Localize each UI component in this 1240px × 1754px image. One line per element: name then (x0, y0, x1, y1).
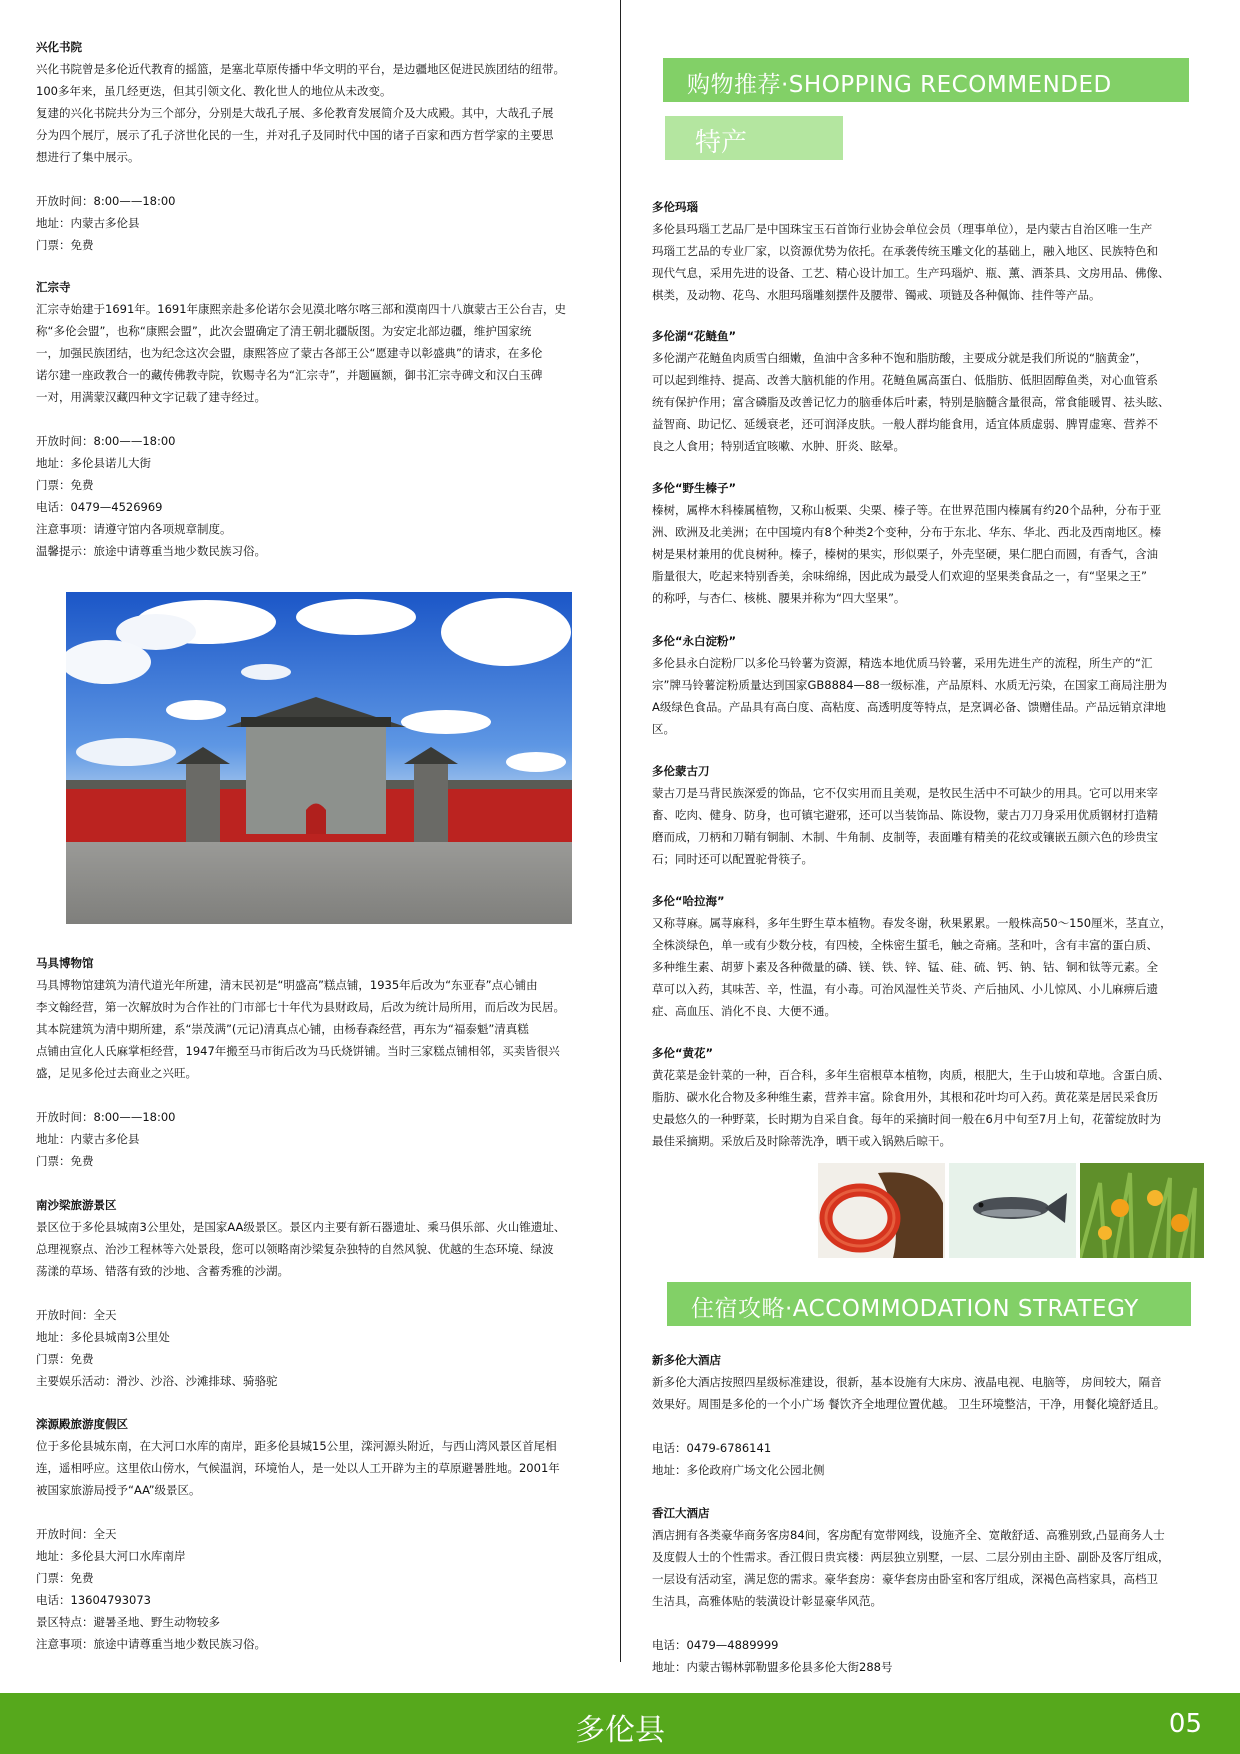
accommodation-banner-text: 住宿攻略·ACCOMMODATION STRATEGY (691, 1296, 1139, 1322)
info-line: 温馨提示：旅途中请尊重当地少数民族习俗。 (36, 544, 266, 558)
info-line: 景区特点：避暑圣地、野生动物较多 (36, 1615, 220, 1629)
shopping-banner (663, 58, 1189, 102)
text-line: 新多伦大酒店按照四星级标准建设，很新，基本设施有大床房、液晶电视、电脑等， 房间较大，隔音 (652, 1375, 1162, 1389)
product-hazelnut (652, 477, 1212, 609)
text-line: 多伦湖产花鲢鱼肉质雪白细嫩，鱼油中含多种不饱和脂肪酸，主要成分就是我们所说的“脑黄金”， (652, 351, 1147, 365)
text-line: 良之人食用；特别适宜咳嗽、水肿、肝炎、眩晕。 (652, 439, 905, 453)
text-line: 益智商、助记忆、延缓衰老，还可润泽皮肤。一般人群均能食用，适宜体质虚弱、脾胃虚寒、营养不 (652, 417, 1158, 431)
text-line: 马具博物馆建筑为清代道光年所建，清末民初是“明盛高”糕点铺，1935年后改为“东亚春”点心铺由 (36, 978, 538, 992)
text-line: 其本院建筑为清中期所建，系“崇茂满”(元记)清真点心铺，由杨春森经营，再东为“福泰魁”清真糕 (36, 1022, 529, 1036)
section-title: 新多伦大酒店 (652, 1353, 721, 1367)
agate-bracelet-photo (818, 1163, 945, 1258)
info-line: 地址：多伦政府广场文化公园北侧 (652, 1463, 825, 1477)
section-title: 汇宗寺 (36, 280, 71, 294)
text-line: 及度假人士的个性需求。香江假日贵宾楼：两层独立别墅，一层、二层分别由主卧、副卧及客厅组成， (652, 1550, 1170, 1564)
accommodation-banner (667, 1282, 1191, 1326)
text-line: 现代气息，采用先进的设备、工艺、精心设计加工。生产玛瑙炉、瓶、薰、酒茶具、文房用品、佛像、 (652, 266, 1170, 280)
info-line: 地址：多伦县城南3公里处 (36, 1330, 170, 1344)
text-line: 兴化书院曾是多伦近代教育的摇篮，是塞北草原传播中华文明的平台，是边疆地区促进民族团结的纽带。 (36, 62, 565, 76)
product-fish (652, 325, 1212, 457)
text-line: 脂量很大，吃起来特别香美，余味绵绵，因此成为最受人们欢迎的坚果类食品之一，有“坚果之王” (652, 569, 1147, 583)
info-line: 门票：免费 (36, 1571, 94, 1585)
text-line: 最佳采摘期。采放后及时除蒂洗净，晒干或入锅熟后晾干。 (652, 1134, 951, 1148)
info-line: 开放时间：8:00——18:00 (36, 1110, 176, 1124)
product-daylily (652, 1042, 1212, 1152)
text-line: 分为四个展厅，展示了孔子济世化民的一生，并对孔子及同时代中国的诸子百家和西方哲学家的主要思 (36, 128, 554, 142)
text-line: 位于多伦县城东南，在大河口水库的南岸，距多伦县城15公里，滦河源头附近，与西山湾风景区首尾相 (36, 1439, 557, 1453)
info-line: 电话：0479-6786141 (652, 1441, 772, 1455)
product-agate (652, 196, 1212, 306)
text-line: 的称呼，与杏仁、核桃、腰果并称为“四大坚果”。 (652, 591, 906, 605)
text-line: 统有保护作用；富含磷脂及改善记忆力的脑垂体后叶素，特别是脑髓含量很高，常食能暖胃、祛头眩、 (652, 395, 1170, 409)
info-line: 门票：免费 (36, 1352, 94, 1366)
text-line: 多种维生素、胡萝卜素及各种微量的磷、镁、铁、锌、锰、硅、硫、钙、钠、钴、铜和钛等元素。全 (652, 960, 1158, 974)
text-line: 复建的兴化书院共分为三个部分，分别是大哉孔子展、多伦教育发展简介及大成殿。其中，大哉孔子展 (36, 106, 554, 120)
text-line: A级绿色食品。产品具有高白度、高粘度、高透明度等特点，是烹调必备、馈赠佳品。产品远销京津地 (652, 700, 1166, 714)
text-line: 脂肪、碳水化合物及多种维生素，营养丰富。除食用外，其根和花叶均可入药。黄花菜是居民采食历 (652, 1090, 1158, 1104)
section-huizong (36, 276, 608, 562)
text-line: 被国家旅游局授予“AA”级景区。 (36, 1483, 201, 1497)
text-line: 汇宗寺始建于1691年。1691年康熙亲赴多伦诺尔会见漠北喀尔喀三部和漠南四十八旗蒙古王公台吉，史 (36, 302, 567, 316)
hotel-xiangjiang (652, 1502, 1212, 1678)
info-line: 地址：内蒙古多伦县 (36, 216, 140, 230)
text-line: 多伦县玛瑙工艺品厂是中国珠宝玉石首饰行业协会单位会员（理事单位），是内蒙古自治区唯一生产 (652, 222, 1153, 236)
text-line: 想进行了集中展示。 (36, 150, 140, 164)
text-line: 树是果材兼用的优良树种。榛子，榛树的果实，形似栗子，外壳坚硬，果仁肥白而圆，有香气，含油 (652, 547, 1158, 561)
section-title: 马具博物馆 (36, 956, 94, 970)
text-line: 区。 (652, 722, 675, 736)
info-line: 开放时间：8:00——18:00 (36, 434, 176, 448)
section-title: 兴化书院 (36, 40, 82, 54)
section-xinghua (36, 36, 608, 256)
section-title: 多伦“哈拉海” (652, 894, 725, 908)
text-line: 景区位于多伦县城南3公里处，是国家AA级景区。景区内主要有新石器遗址、乘马俱乐部、火山锥遗址、 (36, 1220, 566, 1234)
text-line: 称“多伦会盟”，也称“康熙会盟”，此次会盟确定了清王朝北疆版图。为安定北部边疆，维护国家统 (36, 324, 532, 338)
text-line: 100多年来，虽几经更迭，但其引领文化、教化世人的地位从未改变。 (36, 84, 392, 98)
text-line: 酒店拥有各类豪华商务客房84间，客房配有宽带网线，设施齐全、宽敞舒适、高雅别致,凸显商务人士 (652, 1528, 1165, 1542)
product-halahai (652, 890, 1212, 1022)
text-line: 石；同时还可以配置驼骨筷子。 (652, 852, 813, 866)
specialty-banner-text: 特产 (695, 128, 748, 158)
section-title: 多伦“黄花” (652, 1046, 714, 1060)
daylily-photo (1080, 1163, 1204, 1258)
text-line: 又称荨麻。属荨麻科，多年生野生草本植物。春发冬谢，秋果累累。一般株高50～150厘米，茎直立， (652, 916, 1172, 930)
info-line: 电话：0479—4889999 (652, 1638, 779, 1652)
text-line: 生洁具，高雅体贴的装潢设计彰显豪华风范。 (652, 1594, 882, 1608)
info-line: 注意事项：旅途中请尊重当地少数民族习俗。 (36, 1637, 266, 1651)
info-line: 地址：多伦县大河口水库南岸 (36, 1549, 186, 1563)
section-title: 多伦玛瑙 (652, 200, 698, 214)
text-line: 诺尔建一座政教合一的藏传佛教寺院，钦赐寺名为“汇宗寺”，并题匾额，御书汇宗寺碑文和汉白玉碑 (36, 368, 543, 382)
section-title: 多伦“野生榛子” (652, 481, 737, 495)
text-line: 黄花菜是金针菜的一种，百合科，多年生宿根草本植物，肉质，根肥大，生于山坡和草地。含蛋白质、 (652, 1068, 1170, 1082)
info-line: 电话：0479—4526969 (36, 500, 163, 514)
info-line: 主要娱乐活动：滑沙、沙浴、沙滩排球、骑骆驼 (36, 1374, 278, 1388)
text-line: 洲、欧洲及北美洲；在中国境内有8个种类2个变种，分布于东北、华东、华北、西北及西南地区。榛 (652, 525, 1162, 539)
text-line: 玛瑙工艺品的专业厂家，以资源优势为依托。在承袭传统玉雕文化的基础上，融入地区、民族特色和 (652, 244, 1158, 258)
shopping-banner-text: 购物推荐·SHOPPING RECOMMENDED (687, 72, 1112, 98)
text-line: 全株淡绿色，单一或有少数分枝，有四棱，全株密生蜇毛，触之奇痛。茎和叶，含有丰富的蛋白质、 (652, 938, 1158, 952)
fish-photo (949, 1163, 1076, 1258)
text-line: 畜、吃肉、健身、防身，也可镇宅避邪，还可以当装饰品、陈设物，蒙古刀刀身采用优质钢材打造精 (652, 808, 1158, 822)
section-title: 多伦湖“花鲢鱼” (652, 329, 737, 343)
info-line: 地址：多伦县诺儿大街 (36, 456, 151, 470)
info-line: 电话：13604793073 (36, 1593, 151, 1607)
text-line: 效果好。周围是多伦的一个小广场 餐饮齐全地理位置优越。 卫生环境整洁，干净，用餐化境舒适且。 (652, 1397, 1166, 1411)
text-line: 史最悠久的一种野菜，长时期为自采自食。每年的采摘时间一般在6月中旬至7月上旬，花蕾绽放时为 (652, 1112, 1162, 1126)
page-footer (0, 1693, 1240, 1754)
section-luanyuandian (36, 1413, 608, 1655)
section-title: 香江大酒店 (652, 1506, 710, 1520)
section-title: 南沙梁旅游景区 (36, 1198, 117, 1212)
info-line: 开放时间：全天 (36, 1527, 117, 1541)
text-line: 点铺由宣化人氏麻掌柜经营，1947年搬至马市街后改为马氏烧饼铺。当时三家糕点铺相邻，买卖皆很兴 (36, 1044, 560, 1058)
text-line: 症、高血压、消化不良、大便不通。 (652, 1004, 836, 1018)
text-line: 多伦县永白淀粉厂以多伦马铃薯为资源，精选本地优质马铃薯，采用先进生产的流程，所生产的“汇 (652, 656, 1153, 670)
info-line: 门票：免费 (36, 478, 94, 492)
temple-photo (66, 592, 572, 924)
text-line: 总理视察点、治沙工程林等六处景段，您可以领略南沙梁复杂独特的自然风貌、优越的生态环境、绿波 (36, 1242, 554, 1256)
footer-title: 多伦县 (575, 1713, 665, 1748)
column-divider (620, 0, 621, 1662)
specialty-banner (665, 116, 843, 160)
text-line: 草可以入药，其味苦、辛，性温，有小毒。可治风湿性关节炎、产后抽风、小儿惊风、小儿麻痹后遗 (652, 982, 1158, 996)
text-line: 宗”牌马铃薯淀粉质量达到国家GB8884—88一级标准，产品原料、水质无污染，在国家工商局注册为 (652, 678, 1168, 692)
page-number: 05 (1168, 1709, 1202, 1739)
text-line: 一层设有活动室，满足您的需求。豪华套房：豪华套房由卧室和客厅组成，深褐色高档家具，高档卫 (652, 1572, 1158, 1586)
product-starch (652, 630, 1212, 740)
text-line: 棋类，及动物、花鸟、水胆玛瑙雕刻摆件及腰带、镯戒、项链及各种佩饰、挂件等产品。 (652, 288, 1101, 302)
text-line: 李文翰经营，第一次解放时为合作社的门市部七十年代为县财政局，后改为统计局所用，而后改为民居。 (36, 1000, 565, 1014)
product-knife (652, 760, 1212, 870)
text-line: 一对，用满蒙汉藏四种文字记载了建寺经过。 (36, 390, 266, 404)
info-line: 开放时间：全天 (36, 1308, 117, 1322)
text-line: 磨而成，刀柄和刀鞘有铜制、木制、牛角制、皮制等，表面雕有精美的花纹或镶嵌五颜六色的珍贵宝 (652, 830, 1158, 844)
text-line: 荡漾的草场、错落有致的沙地、含蓄秀雅的沙湖。 (36, 1264, 289, 1278)
info-line: 开放时间：8:00——18:00 (36, 194, 176, 208)
text-line: 榛树，属桦木科榛属植物，又称山板栗、尖栗、榛子等。在世界范围内榛属有约20个品种，分布于亚 (652, 503, 1162, 517)
section-title: 滦源殿旅游度假区 (36, 1417, 128, 1431)
info-line: 注意事项：请遵守馆内各项规章制度。 (36, 522, 232, 536)
section-title: 多伦蒙古刀 (652, 764, 710, 778)
info-line: 门票：免费 (36, 238, 94, 252)
section-title: 多伦“永白淀粉” (652, 634, 737, 648)
text-line: 可以起到维持、提高、改善大脑机能的作用。花鲢鱼属高蛋白、低脂肪、低胆固醇鱼类，对心血管系 (652, 373, 1158, 387)
hotel-xinduolun (652, 1349, 1212, 1481)
info-line: 地址：内蒙古多伦县 (36, 1132, 140, 1146)
text-line: 连，遥相呼应。这里依山傍水，气候温润，环境怡人，是一处以人工开辟为主的草原避暑胜地。2001年 (36, 1461, 560, 1475)
text-line: 蒙古刀是马背民族深爱的饰品，它不仅实用而且美观，是牧民生活中不可缺少的用具。它可以用来宰 (652, 786, 1158, 800)
section-nanshaliang (36, 1194, 608, 1392)
section-maju (36, 952, 608, 1172)
text-line: 一，加强民族团结，也为纪念这次会盟，康熙答应了蒙古各部王公“愿建寺以彰盛典”的请求，在多伦 (36, 346, 543, 360)
info-line: 地址：内蒙古锡林郭勒盟多伦县多伦大街288号 (652, 1660, 893, 1674)
info-line: 门票：免费 (36, 1154, 94, 1168)
text-line: 盛，足见多伦过去商业之兴旺。 (36, 1066, 197, 1080)
